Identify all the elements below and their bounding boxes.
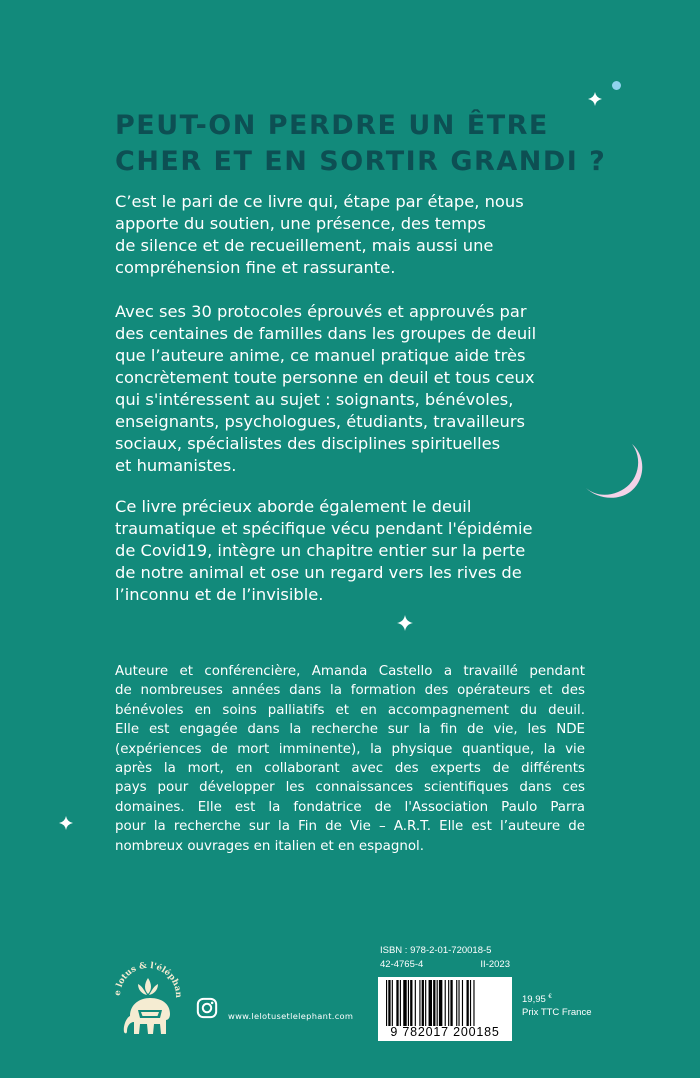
bio-line: pour la recherche sur la Fin de Vie – A.R.T. Elle est l’auteure de	[115, 819, 585, 835]
text-line: de silence et de recueillement, mais aussi une	[115, 236, 494, 255]
price-amount: 19,95	[522, 994, 546, 1006]
internal-code: 42-4765-4	[380, 959, 424, 970]
text-line: Avec ses 30 protocoles éprouvés et approuvés par	[115, 302, 527, 321]
text-line: des centaines de familles dans les groupes de deuil	[115, 324, 537, 343]
bio-line: Auteure et conférencière, Amanda Castello a travaillé pendant	[115, 664, 585, 679]
publisher-logo	[108, 938, 188, 1048]
barcode-bars	[386, 980, 504, 1026]
barcode	[378, 977, 512, 1041]
text-line: de notre animal et ose un regard vers les rives de	[115, 563, 522, 582]
barcode-bar	[415, 980, 416, 1026]
bio-line: nombreux ouvrages en italien et en espagnol.	[115, 838, 425, 854]
instagram-icon[interactable]	[196, 997, 218, 1019]
barcode-bar	[386, 980, 387, 1026]
barcode-bar	[456, 980, 457, 1026]
barcode-bar	[445, 980, 446, 1026]
text-line: sociaux, spécialistes des disciplines spirituelles	[115, 434, 501, 453]
text-line: apporte du soutien, une présence, des temps	[115, 214, 486, 233]
barcode-bar	[437, 980, 438, 1026]
barcode-bar	[467, 980, 469, 1026]
price-currency: €	[548, 994, 552, 1000]
publisher-website-link[interactable]: www.lelotusetlelephant.com	[228, 1011, 354, 1021]
barcode-bar	[388, 980, 390, 1026]
barcode-bar	[458, 980, 459, 1026]
logo-text: e lotus & l'éléphan	[112, 960, 184, 999]
edition-code: II-2023	[480, 959, 510, 970]
barcode-bar	[408, 980, 409, 1026]
barcode-bar	[396, 980, 398, 1026]
text-line: compréhension fine et rassurante.	[115, 258, 396, 277]
covid-paragraph	[115, 496, 640, 606]
text-line: traumatique et spécifique vécu pendant l'épidémie	[115, 519, 533, 538]
barcode-bar	[448, 980, 449, 1026]
bio-line: Elle est engagée dans la recherche sur la fin de vie, les NDE	[115, 722, 585, 738]
protocols-paragraph	[115, 301, 640, 477]
text-line: l’inconnu et de l’invisible.	[115, 585, 324, 604]
barcode-bar	[450, 980, 452, 1026]
barcode-bar	[422, 980, 424, 1026]
dot-icon	[612, 81, 621, 90]
bio-line: après la mort, en collaborant avec des experts de différents	[115, 761, 585, 777]
barcode-bar	[400, 980, 401, 1026]
headline-line: PEUT-ON PERDRE UN ÊTRE	[115, 110, 549, 141]
bio-line: pays pour développer les connaissances scientifiques dans ces	[115, 780, 585, 796]
barcode-number: 9 782017 200185	[390, 1025, 500, 1039]
barcode-bar	[425, 980, 426, 1026]
barcode-bar	[429, 980, 432, 1026]
barcode-bar	[403, 980, 406, 1026]
barcode-bar	[419, 980, 420, 1026]
star-icon	[588, 92, 602, 106]
text-line: concrètement toute personne en deuil et tous ceux	[115, 368, 535, 387]
text-line: que l’auteure anime, ce manuel pratique aide très	[115, 346, 526, 365]
text-line: enseignants, psychologues, étudiants, travailleurs	[115, 412, 526, 431]
author-bio	[115, 662, 585, 856]
barcode-bar	[473, 980, 474, 1026]
star-icon	[397, 615, 413, 631]
price-block	[522, 991, 592, 1019]
barcode-bar	[439, 980, 442, 1026]
barcode-bar	[462, 980, 463, 1026]
bio-line: bénévoles en soins palliatifs et en accompagnement du deuil.	[115, 702, 585, 718]
isbn-number: ISBN : 978-2-01-720018-5	[380, 945, 492, 956]
text-line: et humanistes.	[115, 456, 237, 475]
lotus-icon	[138, 978, 158, 995]
text-line: C’est le pari de ce livre qui, étape par étape, nous	[115, 192, 524, 211]
bio-line: de nombreuses années dans la formation des opérateurs et des	[115, 683, 585, 699]
barcode-bar	[470, 980, 471, 1026]
bio-line: (expériences de mort imminente), la physique quantique, la vie	[115, 741, 585, 757]
headline-line: CHER ET EN SORTIR GRANDI ?	[115, 146, 607, 177]
price-label: Prix TTC France	[522, 1007, 592, 1019]
barcode-bar	[392, 980, 393, 1026]
barcode-bar	[433, 980, 435, 1026]
headline	[115, 108, 635, 180]
intro-paragraph	[115, 191, 640, 279]
text-line: qui s'intéressent au sujet : soignants, bénévoles,	[115, 390, 514, 409]
text-line: Ce livre précieux aborde également le deuil	[115, 497, 472, 516]
text-line: de Covid19, intègre un chapitre entier sur la perte	[115, 541, 526, 560]
bio-line: domaines. Elle est la fondatrice de l'Association Paulo Parra	[115, 799, 585, 815]
barcode-bar	[410, 980, 412, 1026]
isbn-block	[380, 944, 510, 972]
star-icon	[59, 816, 73, 830]
